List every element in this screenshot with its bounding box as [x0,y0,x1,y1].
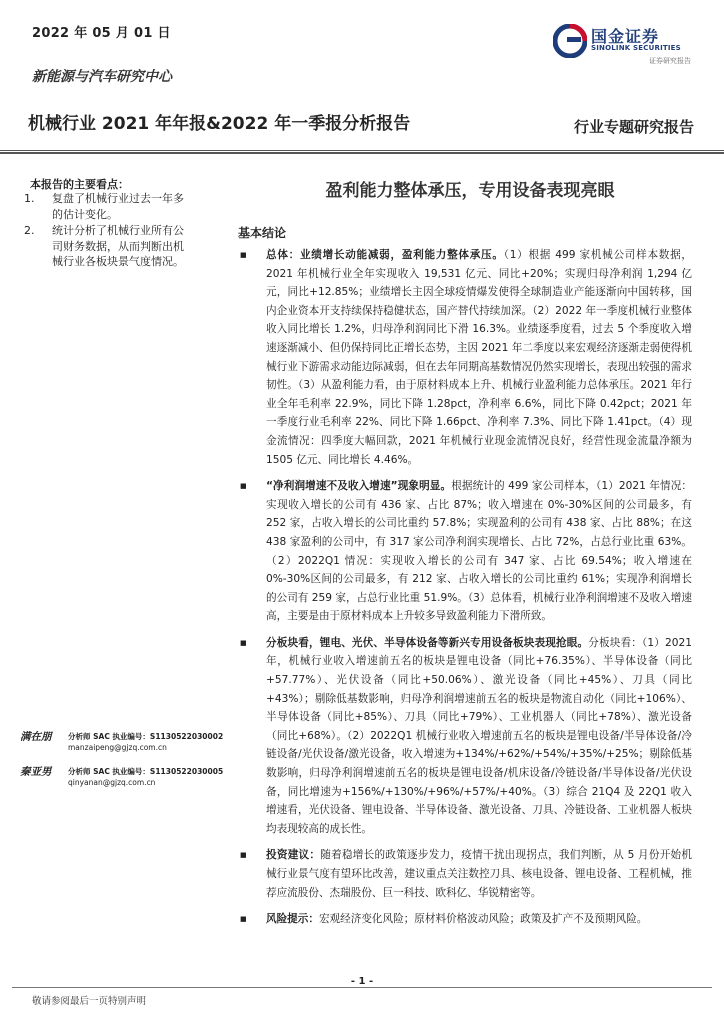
footer-divider [12,987,712,988]
bullet-text: 随着稳增长的政策逐步发力，疫情干扰出现拐点，我们判断，从 5 月份开始机械行业景气度有望环比改善，建议重点关注数控刀具、核电设备、锂电设备、工程机械，推荐应流股份、杰瑞股份、巨一科技、欧科亿、华锐精密等。 [266,849,692,899]
main-heading: 盈利能力整体承压，专用设备表现亮眼 [325,181,615,201]
footer-disclaimer-note: 敬请参阅最后一页特别声明 [32,996,147,1007]
bullet-text: 分板块看：（1）2021 年，机械行业收入增速前五名的板块是锂电设备（同比+76.35%）、半导体设备（同比+57.77%）、光伏设备（同比+50.06%）、激光设备（同比+45%）、刀具（同比+43%）；剔除低基数影响，归母净利润增速前五名的板块是物流自动化（同比+106%）、半导体设备（同比+85%）、刀具（同比+79%）、工业机器人（同比+78%）、激光设备（同比+68%）。（2）2022Q1 机械行业收入增速前五名的板块是锂电设备/半导体设备/冷链设备/光伏设备/激光设备，收入增速为+134%/+62%/+54%/+35%/+25%；剔除低基数影响，归母净利润增速前五名的板块是锂电设备/机床设备/冷链设备/半导体设备/光伏设备，同比增速为+156%/+130%/+96%/+57%/+40%。（3）综合 21Q4 及 22Q1 收入增速看，光伏设备、锂电设备、半导体设备、激光设备、刀具、冷链设备、工业机器人板块均表现较高的成长性。 [266,636,693,835]
company-logo [553,22,703,68]
bullet-text: 宏观经济变化风险；原材料价格波动风险；政策及扩产不及预期风险。 [318,913,648,926]
analyst-name: 秦亚男 [20,766,52,778]
conclusion-bullet [240,634,692,839]
logo-name-en: SINOLINK SECURITIES [591,44,681,52]
bullet-lead: “净利润增速不及收入增速”现象明显。 [266,480,452,493]
page-number: - 1 - [350,976,374,987]
logo-subtitle: 证券研究报告 [649,57,691,65]
analyst-email: qinyanan@gjzq.com.cn [68,778,156,787]
list-item-text: 复盘了机械行业过去一年多的估计变化。 [52,192,184,221]
list-item-text: 统计分析了机械行业所有公司财务数据，从而判断出机械行业各板块景气度情况。 [52,224,184,268]
conclusion-bullet [240,910,692,929]
bullet-lead: 分板块看，锂电、光伏、半导体设备等新兴专用设备板块表现抢眼。 [266,636,589,649]
conclusion-bullet [240,477,692,626]
sidebar-highlights-list [18,191,208,271]
bullet-square-icon: ■ [240,915,247,924]
bullet-square-icon: ■ [240,251,247,259]
conclusions-body [240,246,692,937]
analyst-sac-number: 分析师 SAC 执业编号：S1130522030002 [68,732,224,741]
logo-name-cn: 国金证券 [591,27,660,46]
report-title: 机械行业 2021 年年报&2022 年一季报分析报告 [28,114,411,134]
analyst-sac-number: 分析师 SAC 执业编号：S1130522030005 [68,767,224,776]
sidebar-title: 本报告的主要看点： [30,178,129,191]
research-center-name: 新能源与汽车研究中心 [32,69,172,85]
list-item-number: 1. [24,192,35,205]
bullet-lead: 投资建议： [266,849,321,862]
analyst-name: 满在朋 [20,731,52,743]
bullet-square-icon: ■ [240,638,247,647]
bullet-square-icon: ■ [240,482,247,491]
analyst-email: manzaipeng@gjzq.com.cn [68,743,167,752]
bullet-square-icon: ■ [240,851,247,860]
conclusion-bullet [240,846,692,902]
bullet-text: （1）根据 499 家机械公司样本数据，2021 年机械行业全年实现收入 19,531 亿元、同比+20%；实现归母净利润 1,294 亿元，同比+12.85%；业绩增长主因全球疫情爆发使得全球制造业产能逐渐向中国转移，国内企业资本开支持续保持稳健状态，国产替代持续加深。（2）2022 年一季度机械行业整体收入同比增长 1.2%，归母净利润同比下滑 16.3%。业绩逐季度看，过去 5 个季度收入增速逐渐减小、但仍保持同比正增长态势，主因 2021 年二季度以来宏观经济逐渐走弱使得机械行业下游需求动能边际减弱，但在去年同期高基数情况仍然实现增长，表现出较强的需求韧性。（3）从盈利能力看，由于原材料成本上升、机械行业盈利能力总体承压。2021 年行业全年毛利率 22.9%，同比下降 1.28pct，净利率 6.6%，同比下降 0.42pct；2021 年一季度行业毛利率 22%、同比下降 1.66pct、净利率 7.3%、同比下降 1.41pct。（4）现金流情况：四季度大幅回款，2021 年机械行业现金流情况良好，经营性现金流量净额为 1505 亿元、同比增长 4.46%。 [266,249,692,466]
report-type: 行业专题研究报告 [573,118,694,136]
header-divider-thick [0,152,724,154]
section-label: 基本结论 [238,226,287,240]
bullet-lead: 风险提示： [266,913,319,926]
conclusion-bullet [240,246,692,469]
bullet-lead: 总体：业绩增长动能减弱，盈利能力整体承压。 [266,249,504,261]
report-date: 2022 年 05 月 01 日 [32,26,171,41]
logo-mark-icon [553,24,587,58]
list-item [18,191,208,222]
bullet-text: 根据统计的 499 家公司样本，（1）2021 年情况：实现收入增长的公司有 436 家、占比 87%；收入增速在 0%-30%区间的公司最多，有 252 家，占收入增长的公司比重约 57.8%；实现盈利的公司有 438 家、占比 88%；在这 438 家盈利的公司中，有 317 家公司净利润实现增长、占比 72%，占总行业比重 63%。（2）2022Q1 情况：实现收入增长的公司有 347 家、占比 69.54%；收入增速在 0%-30%区间的公司最多，有 212 家、占收入增长的公司比重约 61%；实现净利润增长的公司有 259 家，占总行业比重 51.9%。（3）总体看，机械行业净利润增速不及收入增速高，主要是由于原材料成本上升较多导致盈利能力下滑所致。 [266,480,692,623]
list-item [18,223,208,270]
list-item-number: 2. [24,224,35,237]
header-divider [0,150,724,151]
